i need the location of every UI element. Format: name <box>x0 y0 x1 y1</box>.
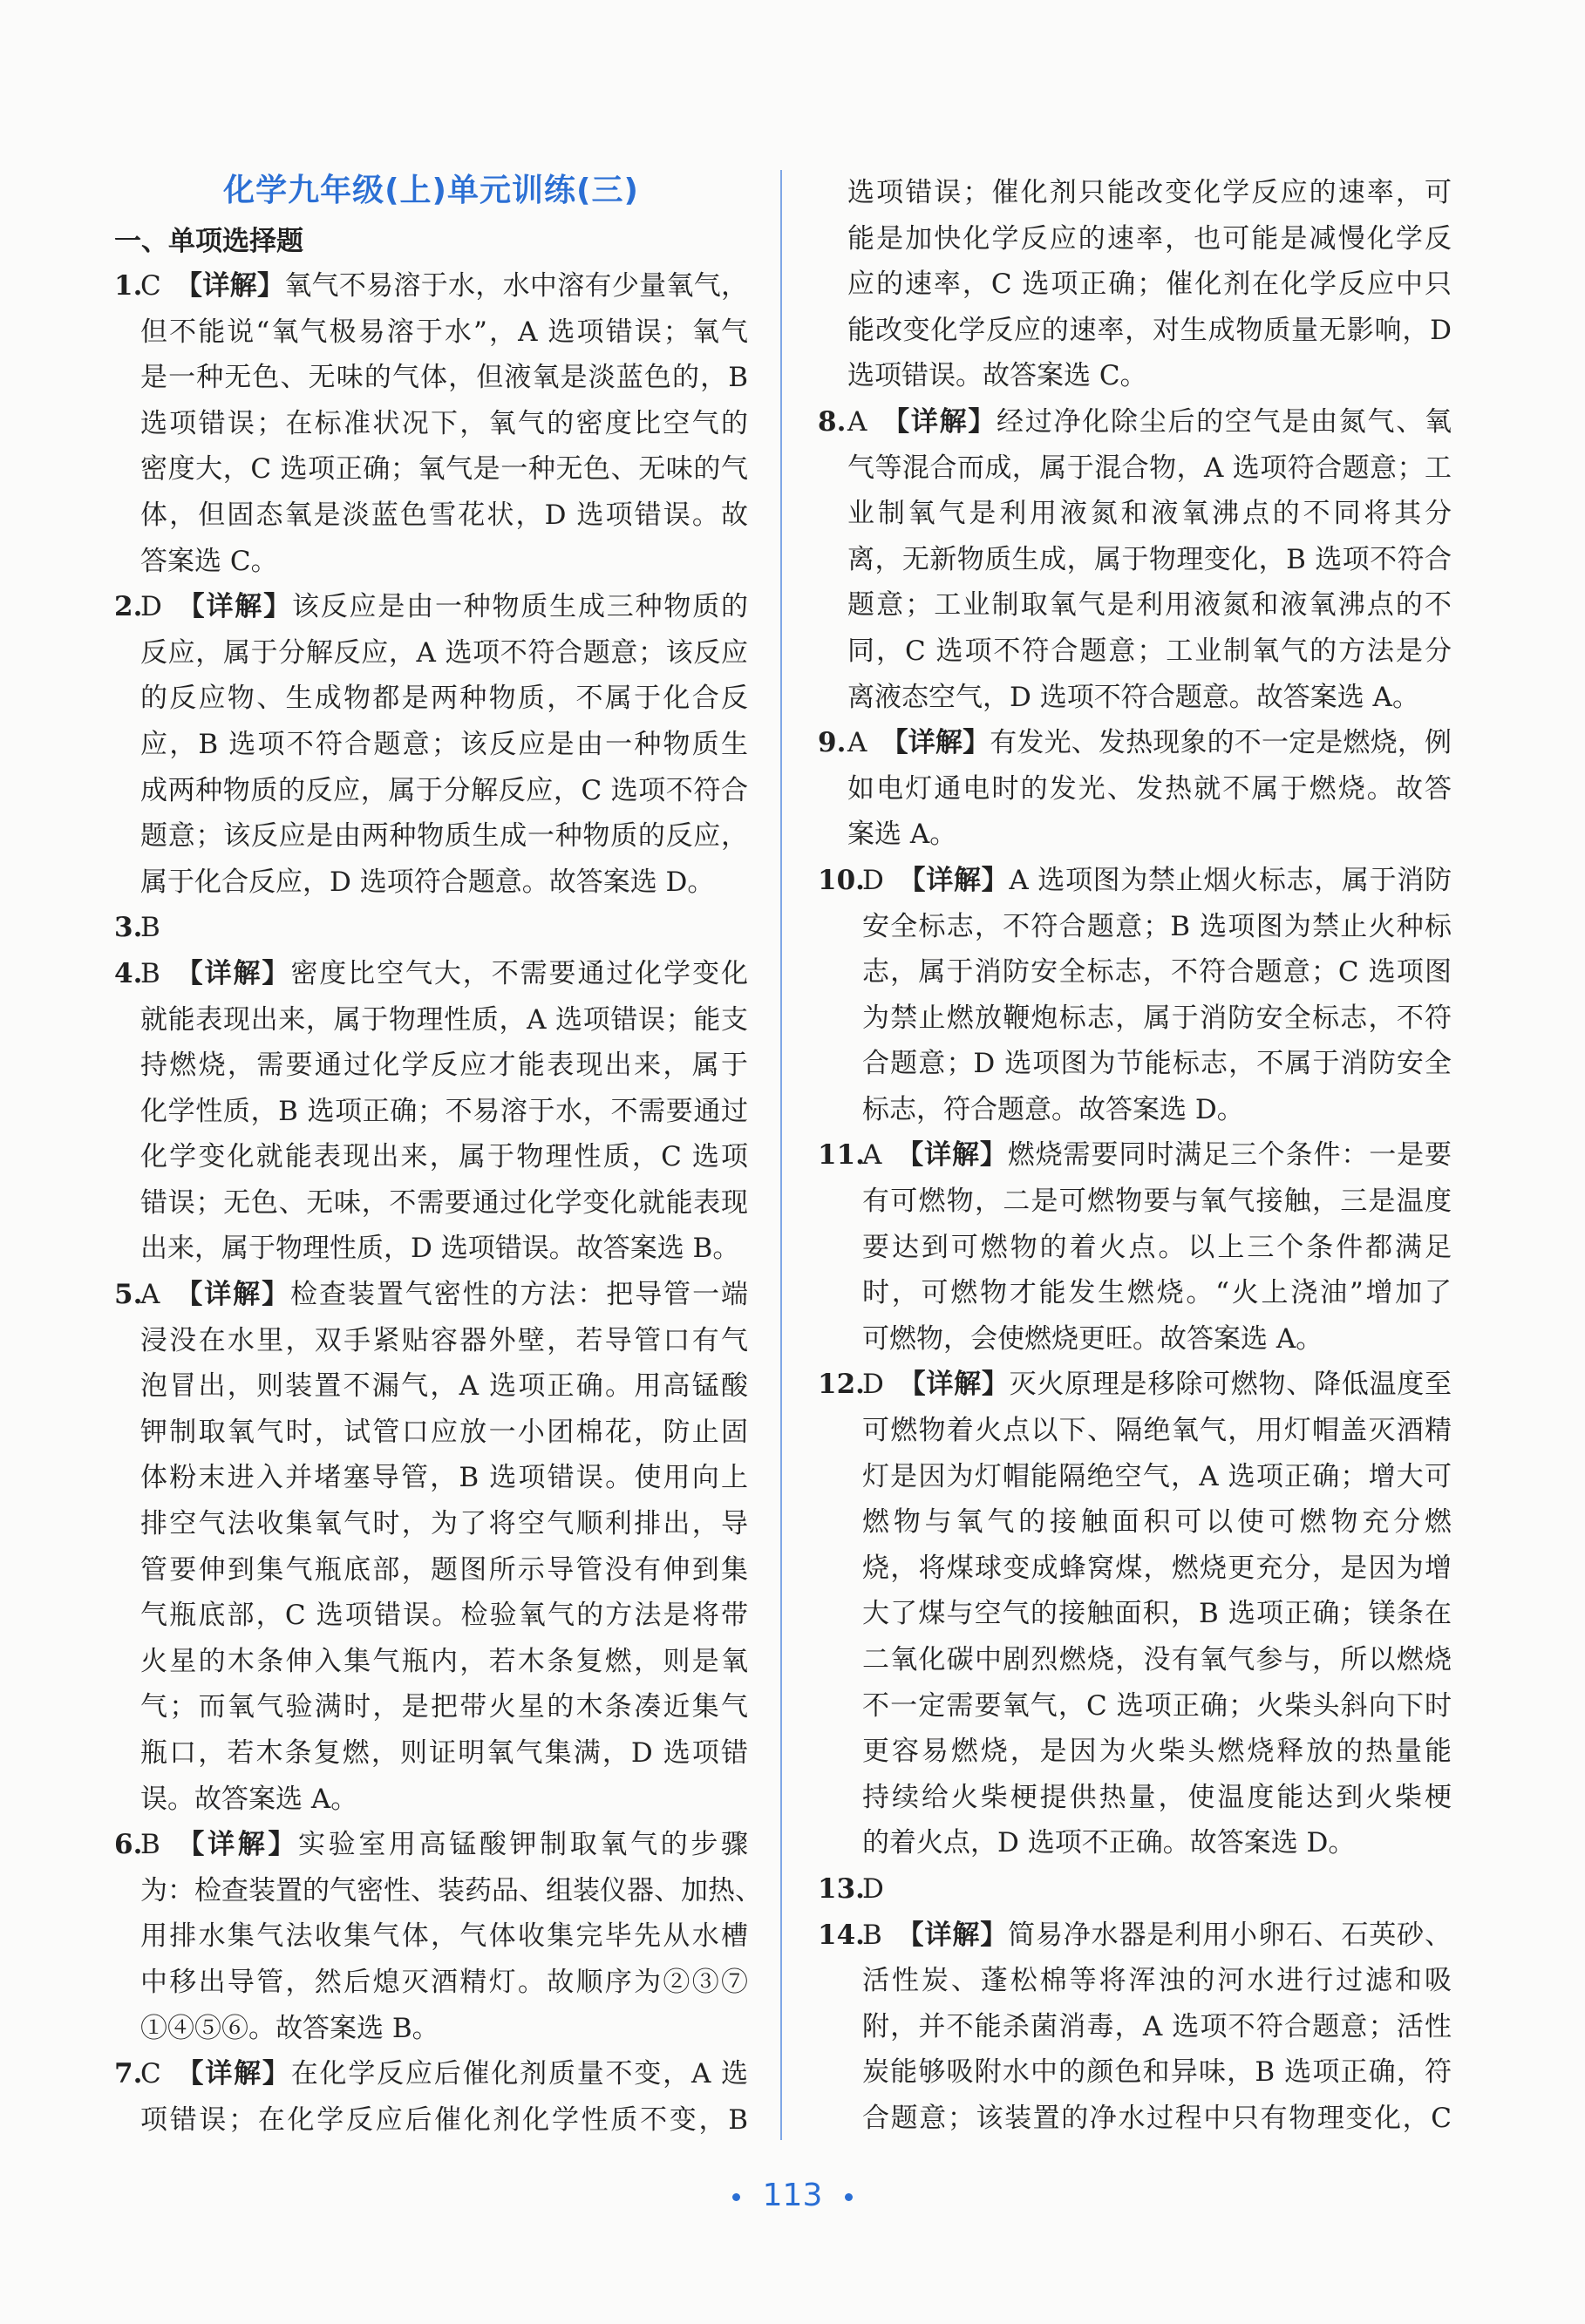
line-text: 错误；无色、无味，不需要通过化学变化就能表现 <box>140 1186 748 1219</box>
text-line <box>847 582 1452 629</box>
line-text: 火星的木条伸入集气瓶内，若木条复燃，则是氧 <box>140 1645 748 1677</box>
detail-tag: 【详解】 <box>174 2058 291 2090</box>
detail-tag: 【详解】 <box>173 957 291 989</box>
line-text: 题意；该反应是由两种物质生成一种物质的反应， <box>140 820 748 853</box>
line-text: 排空气法收集氧气时，为了将空气顺利排出，导 <box>140 1508 748 1540</box>
answer-item <box>818 1913 1452 2142</box>
text-line <box>847 537 1452 583</box>
answer-item <box>818 1132 1452 1362</box>
detail-tag: 【详解】 <box>895 1919 1009 1951</box>
detail-tag: 【详解】 <box>881 405 997 438</box>
line-text: 出来，属于物理性质，D 选项错误。故答案选 B。 <box>140 1233 740 1265</box>
line-text: 项错误；在化学反应后催化剂化学性质不变，B <box>140 2103 748 2136</box>
line-text: 能改变化学反应的速率，对生成物质量无影响，D <box>847 314 1452 346</box>
line-text: 炭能够吸附水中的颜色和异味，B 选项正确，符 <box>862 2056 1452 2089</box>
text-line <box>847 262 1452 308</box>
page-number-text: 113 <box>762 2178 823 2213</box>
text-line <box>862 1132 1452 1179</box>
answer-letter: B <box>140 1829 160 1861</box>
line-text: 更容易燃烧，是因为火柴头燃烧释放的热量能 <box>862 1736 1452 1768</box>
answer-letter: A <box>847 405 867 438</box>
detail-tag: 【详解】 <box>897 1369 1010 1401</box>
text-line <box>862 996 1452 1042</box>
text-line <box>140 493 748 539</box>
line-text: 烧，将煤球变成蜂窝煤，燃烧更充分，是因为增 <box>862 1552 1452 1584</box>
line-text: 合题意；该装置的净水过程中只有物理变化，C <box>862 2102 1452 2134</box>
text-line <box>862 1225 1452 1271</box>
line-text: 是一种无色、无味的气体，但液氧是淡蓝色的，B <box>140 362 748 394</box>
text-line <box>862 2049 1452 2096</box>
line-text: 持续给火柴梗提供热量，使温度能达到火柴梗 <box>862 1781 1452 1813</box>
text-line <box>847 720 1452 766</box>
line-text: 时，可燃物才能发生燃烧。“火上浇油”增加了 <box>862 1277 1452 1309</box>
line-text: 有可燃物，二是可燃物要与氧气接触，三是温度 <box>862 1186 1452 1218</box>
line-text: 燃物与氧气的接触面积可以使可燃物充分燃 <box>862 1506 1452 1539</box>
line-text: 可燃物着火点以下、隔绝氧气，用灯帽盖灭酒精 <box>862 1415 1452 1447</box>
question-number: 13. <box>818 1872 865 1905</box>
line-text: 误。故答案选 A。 <box>140 1783 358 1815</box>
text-line <box>847 308 1452 354</box>
text-line <box>862 1958 1452 2004</box>
text-line <box>140 1089 748 1135</box>
text-line <box>140 539 748 585</box>
text-line <box>862 2004 1452 2050</box>
answer-item <box>818 858 1452 1133</box>
answer-letter: D <box>140 591 162 623</box>
line-text: 燃烧需要同时满足三个条件：一是要 <box>1007 1139 1452 1172</box>
line-text: A 选项图为禁止烟火标志，属于消防 <box>1009 864 1452 896</box>
text-line <box>140 1822 748 1868</box>
text-line <box>862 1729 1452 1775</box>
text-line <box>862 1270 1452 1316</box>
line-text: 的着火点，D 选项不正确。故答案选 D。 <box>862 1827 1356 1859</box>
text-line <box>140 1684 748 1730</box>
line-text: 简易净水器是利用小卵石、石英砂、 <box>1008 1919 1452 1951</box>
text-line <box>140 584 748 630</box>
line-text: 属于化合反应，D 选项符合题意。故答案选 D。 <box>140 866 715 898</box>
text-line <box>140 2006 748 2052</box>
question-number: 14. <box>818 1919 865 1951</box>
answer-letter: C <box>140 270 161 302</box>
answer-item <box>114 2051 748 2143</box>
question-number: 9. <box>818 727 847 759</box>
answer-letter: B <box>140 912 160 944</box>
question-number: 7. <box>114 2058 143 2090</box>
text-line <box>862 1820 1452 1866</box>
text-line <box>140 905 748 951</box>
text-line <box>862 1775 1452 1821</box>
text-line <box>140 1272 748 1318</box>
line-text: 答案选 C。 <box>140 545 278 577</box>
line-text: 应的速率，C 选项正确；催化剂在化学反应中只 <box>847 268 1452 301</box>
line-text: 该反应是由一种物质生成三种物质的 <box>291 591 749 623</box>
text-line <box>847 445 1452 492</box>
answer-letter: A <box>862 1139 882 1172</box>
line-text: 管要伸到集气瓶底部，题图所示导管没有伸到集 <box>140 1553 748 1586</box>
line-text: 体粉末进入并堵塞导管，B 选项错误。使用向上 <box>140 1462 748 1494</box>
answer-item <box>818 1362 1452 1866</box>
section-heading: 一、单项选择题 <box>114 226 303 257</box>
line-text: 选项错误；在标准状况下，氧气的密度比空气的 <box>140 407 748 439</box>
page-number <box>0 2178 1585 2213</box>
line-text: 如电灯通电时的发光、发热就不属于燃烧。故答 <box>847 772 1452 805</box>
line-text: 密度比空气大，不需要通过化学变化 <box>290 957 749 989</box>
text-line <box>862 949 1452 996</box>
question-number: 2. <box>114 591 143 623</box>
text-line <box>140 951 748 997</box>
detail-tag: 【详解】 <box>897 864 1010 896</box>
text-line <box>140 1777 748 1823</box>
answer-item <box>818 399 1452 720</box>
text-line <box>847 353 1452 399</box>
text-line <box>862 858 1452 904</box>
answer-letter: C <box>140 2058 161 2090</box>
line-text: 中移出导管，然后熄灭酒精灯。故顺序为②③⑦ <box>140 1966 748 1998</box>
answer-item <box>818 720 1452 858</box>
answer-item <box>818 170 1452 399</box>
line-text: 气；而氧气验满时，是把带火星的木条凑近集气 <box>140 1691 748 1723</box>
text-line <box>862 1179 1452 1225</box>
text-line <box>847 170 1452 216</box>
dot-icon <box>732 2193 740 2201</box>
line-text: 泡冒出，则装置不漏气，A 选项正确。用高锰酸 <box>140 1370 748 1403</box>
text-line <box>140 1226 748 1272</box>
line-text: 持燃烧，需要通过化学反应才能表现出来，属于 <box>140 1050 748 1082</box>
line-text: 安全标志，不符合题意；B 选项图为禁止火种标 <box>862 910 1452 942</box>
text-line <box>140 1868 762 1914</box>
text-line <box>862 1913 1452 1959</box>
text-line <box>140 401 748 447</box>
text-line <box>140 1730 748 1777</box>
text-line <box>140 676 748 722</box>
line-text: ①④⑤⑥。故答案选 B。 <box>140 2012 439 2044</box>
line-text: 可燃物，会使燃烧更旺。故答案选 A。 <box>862 1322 1323 1355</box>
text-line <box>140 1134 748 1180</box>
line-text: 灯是因为灯帽能隔绝空气，A 选项正确；增大可 <box>862 1460 1452 1492</box>
line-text: 瓶口，若木条复燃，则证明氧气集满，D 选项错 <box>140 1737 748 1769</box>
question-number: 6. <box>114 1829 143 1861</box>
line-text: 为禁止燃放鞭炮标志，属于消防安全标志，不符 <box>862 1002 1452 1034</box>
answer-item <box>114 905 748 951</box>
text-line <box>140 2051 748 2097</box>
line-text: 检查装置气密性的方法：把导管一端 <box>290 1279 749 1311</box>
text-line <box>140 446 748 493</box>
detail-tag: 【详解】 <box>895 1139 1008 1172</box>
detail-tag: 【详解】 <box>175 591 292 623</box>
question-number: 10. <box>818 864 865 896</box>
line-text: 化学变化就能表现出来，属于物理性质，C 选项 <box>140 1141 748 1173</box>
line-text: 实验室用高锰酸钾制取氧气的步骤 <box>298 1829 749 1861</box>
text-line <box>862 2096 1452 2142</box>
answer-item <box>114 584 748 905</box>
text-line <box>140 1501 748 1547</box>
text-line <box>862 1546 1452 1592</box>
text-line <box>847 812 1452 858</box>
text-line <box>140 1639 748 1685</box>
line-text: 密度大，C 选项正确；氧气是一种无色、无味的气 <box>140 453 748 486</box>
text-line <box>140 1455 748 1501</box>
text-line <box>847 675 1452 721</box>
text-line <box>862 904 1452 950</box>
text-line <box>140 722 748 768</box>
question-number: 8. <box>818 405 847 438</box>
line-text: 经过净化除尘后的空气是由氮气、氧 <box>997 405 1452 438</box>
line-text: 的反应物、生成物都是两种物质，不属于化合反 <box>140 683 748 715</box>
line-text: 在化学反应后催化剂质量不变，A 选 <box>290 2058 749 2090</box>
right-column <box>818 170 1452 2142</box>
text-line <box>862 1316 1452 1362</box>
question-number: 4. <box>114 957 143 989</box>
line-text: 气瓶底部，C 选项错误。检验氧气的方法是将带 <box>140 1600 748 1632</box>
text-line <box>862 1683 1452 1729</box>
answer-letter: A <box>140 1279 160 1311</box>
line-text: 大了煤与空气的接触面积，B 选项正确；镁条在 <box>862 1598 1452 1630</box>
answer-item <box>114 1272 748 1822</box>
line-text: 浸没在水里，双手紧贴容器外壁，若导管口有气 <box>140 1324 748 1356</box>
text-line <box>140 309 748 356</box>
line-text: 不一定需要氧气，C 选项正确；火柴头斜向下时 <box>862 1689 1452 1722</box>
answer-item <box>114 1822 762 2051</box>
line-text: 志，属于消防安全标志，不符合题意；C 选项图 <box>862 956 1452 989</box>
text-line <box>140 1913 748 1960</box>
answer-letter: A <box>847 727 867 759</box>
text-line <box>847 491 1452 537</box>
text-line <box>140 2097 748 2144</box>
text-line <box>140 1180 748 1227</box>
line-text: 氧气不易溶于水，水中溶有少量氧气， <box>284 270 749 302</box>
detail-tag: 【详解】 <box>173 1829 298 1861</box>
text-line <box>862 1866 1452 1913</box>
line-text: 二氧化碳中剧烈燃烧，没有氧气参与，所以燃烧 <box>862 1644 1452 1675</box>
text-line <box>847 216 1452 262</box>
text-line <box>140 997 748 1043</box>
text-line <box>140 813 748 860</box>
line-text: 附，并不能杀菌消毒，A 选项不符合题意；活性 <box>862 2010 1452 2042</box>
answer-letter: B <box>140 957 160 989</box>
text-line <box>140 630 748 676</box>
text-line <box>140 1593 748 1639</box>
text-line <box>140 860 748 906</box>
line-text: 但不能说“氧气极易溶于水”，A 选项错误；氧气 <box>140 316 748 348</box>
line-text: 用排水集气法收集气体，气体收集完毕先从水槽 <box>140 1920 748 1953</box>
line-text: 案选 A。 <box>847 819 957 851</box>
text-line <box>847 629 1452 675</box>
text-line <box>140 263 748 309</box>
text-line <box>140 355 748 401</box>
answer-item <box>114 263 748 584</box>
line-text: 就能表现出来，属于物理性质，A 选项错误；能支 <box>140 1003 748 1036</box>
line-text: 成两种物质的反应，属于分解反应，C 选项不符合 <box>140 774 748 806</box>
detail-tag: 【详解】 <box>881 727 990 759</box>
line-text: 钾制取氧气时，试管口应放一小团棉花，防止固 <box>140 1416 748 1448</box>
text-line <box>862 1499 1452 1546</box>
answer-letter: B <box>862 1919 882 1951</box>
line-text: 选项错误；催化剂只能改变化学反应的速率，可 <box>847 177 1452 208</box>
text-line <box>140 1960 748 2006</box>
line-text: 合题意；D 选项图为节能标志，不属于消防安全 <box>862 1048 1452 1080</box>
line-text: 化学性质，B 选项正确；不易溶于水，不需要通过 <box>140 1095 748 1127</box>
line-text: 选项错误。故答案选 C。 <box>847 360 1147 392</box>
text-line <box>862 1087 1452 1133</box>
text-line <box>862 1362 1452 1408</box>
question-number: 3. <box>114 912 143 944</box>
text-line <box>862 1041 1452 1087</box>
text-line <box>862 1637 1452 1683</box>
left-column <box>114 263 762 2143</box>
line-text: 标志，符合题意。故答案选 D。 <box>862 1093 1244 1125</box>
detail-tag: 【详解】 <box>174 270 285 302</box>
text-line <box>862 1591 1452 1637</box>
question-number: 1. <box>114 270 143 302</box>
answer-item <box>114 951 748 1272</box>
line-text: 离，无新物质生成，属于物理变化，B 选项不符合 <box>847 543 1452 575</box>
text-line <box>140 1410 748 1456</box>
line-text: 应，B 选项不符合题意；该反应是由一种物质生 <box>140 728 748 760</box>
page-title: 化学九年级(上)单元训练(三) <box>223 173 639 208</box>
question-number: 5. <box>114 1279 143 1311</box>
line-text: 业制氧气是利用液氮和液氧沸点的不同将其分 <box>847 498 1452 530</box>
answer-letter: D <box>862 1872 884 1905</box>
line-text: 要达到可燃物的着火点。以上三个条件都满足 <box>862 1231 1452 1263</box>
answer-item <box>818 1866 1452 1913</box>
line-text: 能是加快化学反应的速率，也可能是减慢化学反 <box>847 222 1452 255</box>
line-text: 气等混合而成，属于混合物，A 选项符合题意；工 <box>847 452 1452 484</box>
line-text: 题意；工业制取氧气是利用液氮和液氧沸点的不 <box>847 589 1452 622</box>
line-text: 活性炭、蓬松棉等将浑浊的河水进行过滤和吸 <box>862 1965 1452 1997</box>
column-divider <box>780 170 782 2140</box>
line-text: 离液态空气，D 选项不符合题意。故答案选 A。 <box>847 681 1419 713</box>
text-line <box>847 766 1452 812</box>
text-line <box>862 1454 1452 1500</box>
line-text: 反应，属于分解反应，A 选项不符合题意；该反应 <box>140 636 748 669</box>
question-number: 11. <box>818 1139 865 1172</box>
question-number: 12. <box>818 1369 865 1401</box>
answer-letter: D <box>862 864 884 896</box>
line-text: 为：检查装置的气密性、装药品、组装仪器、加热、 <box>140 1874 762 1906</box>
line-text: 体，但固态氧是淡蓝色雪花状，D 选项错误。故 <box>140 499 748 531</box>
text-line <box>140 768 748 814</box>
text-line <box>140 1043 748 1089</box>
line-text: 有发光、发热现象的不一定是燃烧，例 <box>990 727 1452 759</box>
line-text: 同，C 选项不符合题意；工业制氧气的方法是分 <box>847 635 1452 667</box>
answer-letter: D <box>862 1369 884 1401</box>
dot-icon <box>845 2193 853 2201</box>
line-text: 灭火原理是移除可燃物、降低温度至 <box>1009 1369 1452 1401</box>
text-line <box>847 399 1452 445</box>
text-line <box>862 1408 1452 1454</box>
text-line <box>140 1318 748 1364</box>
text-line <box>140 1547 748 1594</box>
text-line <box>140 1363 748 1410</box>
detail-tag: 【详解】 <box>173 1279 291 1311</box>
